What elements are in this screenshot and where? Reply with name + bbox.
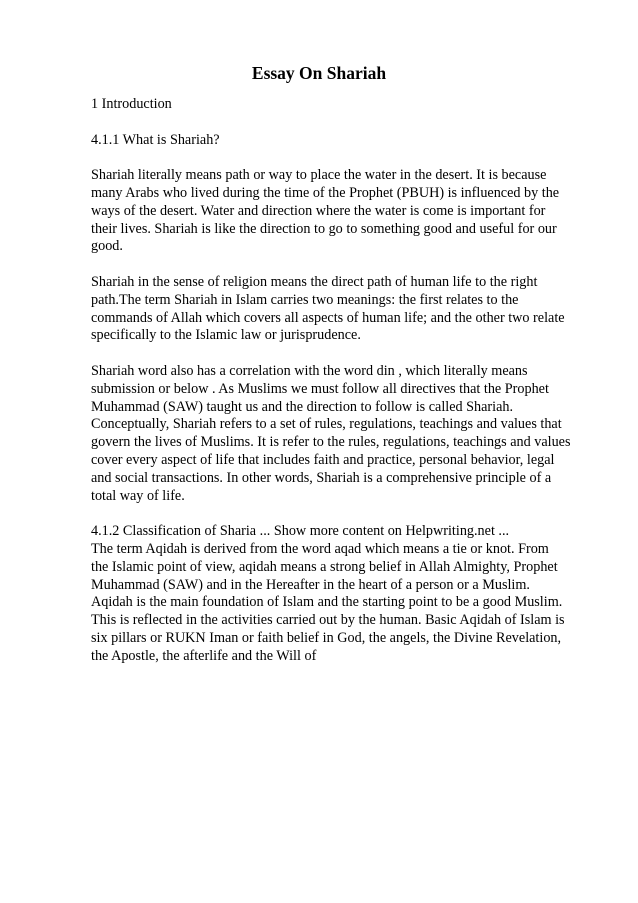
document-title: Essay On Shariah [251,63,387,83]
text-line: good. [91,238,123,255]
text-line: total way of life. [91,487,185,504]
paragraph-din-correlation [91,363,591,505]
text-line: cover every aspect of life that includes faith and practice, personal behavior, legal [91,451,555,468]
text-line: and social transactions. In other words, Shariah is a comprehensive principle of a [91,469,552,486]
paragraph-aqidah [91,523,591,665]
text-line: their lives. Shariah is like the direction to go to something good and useful for our [91,220,557,237]
text-line: 1 Introduction [91,96,172,112]
text-line: Shariah word also has a correlation with the word din , which literally means [91,362,528,379]
text-line: the Apostle, the afterlife and the Will of [91,647,317,664]
text-line: ways of the desert. Water and direction where the water is come is important for [91,202,546,219]
paragraph-literal-meaning [91,167,591,256]
text-line: This is reflected in the activities carried out by the human. Basic Aqidah of Islam is [91,612,565,629]
text-line: govern the lives of Muslims. It is refer to the rules, regulations, teachings and values [91,434,571,451]
section-heading-introduction [91,96,591,114]
text-line: Aqidah is the main foundation of Islam and the starting point to be a good Muslim. [91,594,563,611]
text-line: the Islamic point of view, aqidah means a strong belief in Allah Almighty, Prophet [91,558,558,575]
text-line: commands of Allah which covers all aspects of human life; and the other two relate [91,309,565,326]
text-line: path.The term Shariah in Islam carries two meanings: the first relates to the [91,291,519,308]
document-body [91,96,591,683]
text-line: submission or below . As Muslims we must follow all directives that the Prophet [91,380,549,397]
text-line: Shariah in the sense of religion means the direct path of human life to the right [91,273,538,290]
text-line: Conceptually, Shariah refers to a set of rules, regulations, teachings and values that [91,416,562,433]
text-line: six pillars or RUKN Iman or faith belief in God, the angels, the Divine Revelation, [91,629,562,646]
text-line: 4.1.1 What is Shariah? [91,131,220,148]
section-heading-what-is-shariah [91,132,591,150]
text-line: many Arabs who lived during the time of the Prophet (PBUH) is influenced by the [91,184,560,201]
text-line: Muhammad (SAW) and in the Hereafter in the heart of a person or a Muslim. [91,576,530,593]
paragraph-religious-meaning [91,274,591,345]
text-line: Muhammad (SAW) taught us and the direction to follow is called Shariah. [91,398,514,415]
text-line: specifically to the Islamic law or jurisprudence. [91,327,361,344]
text-line: The term Aqidah is derived from the word aqad which means a tie or knot. From [91,540,549,557]
text-line: 4.1.2 Classification of Sharia ... Show more content on Helpwriting.net ... [91,523,510,540]
text-line: Shariah literally means path or way to place the water in the desert. It is because [91,167,547,184]
